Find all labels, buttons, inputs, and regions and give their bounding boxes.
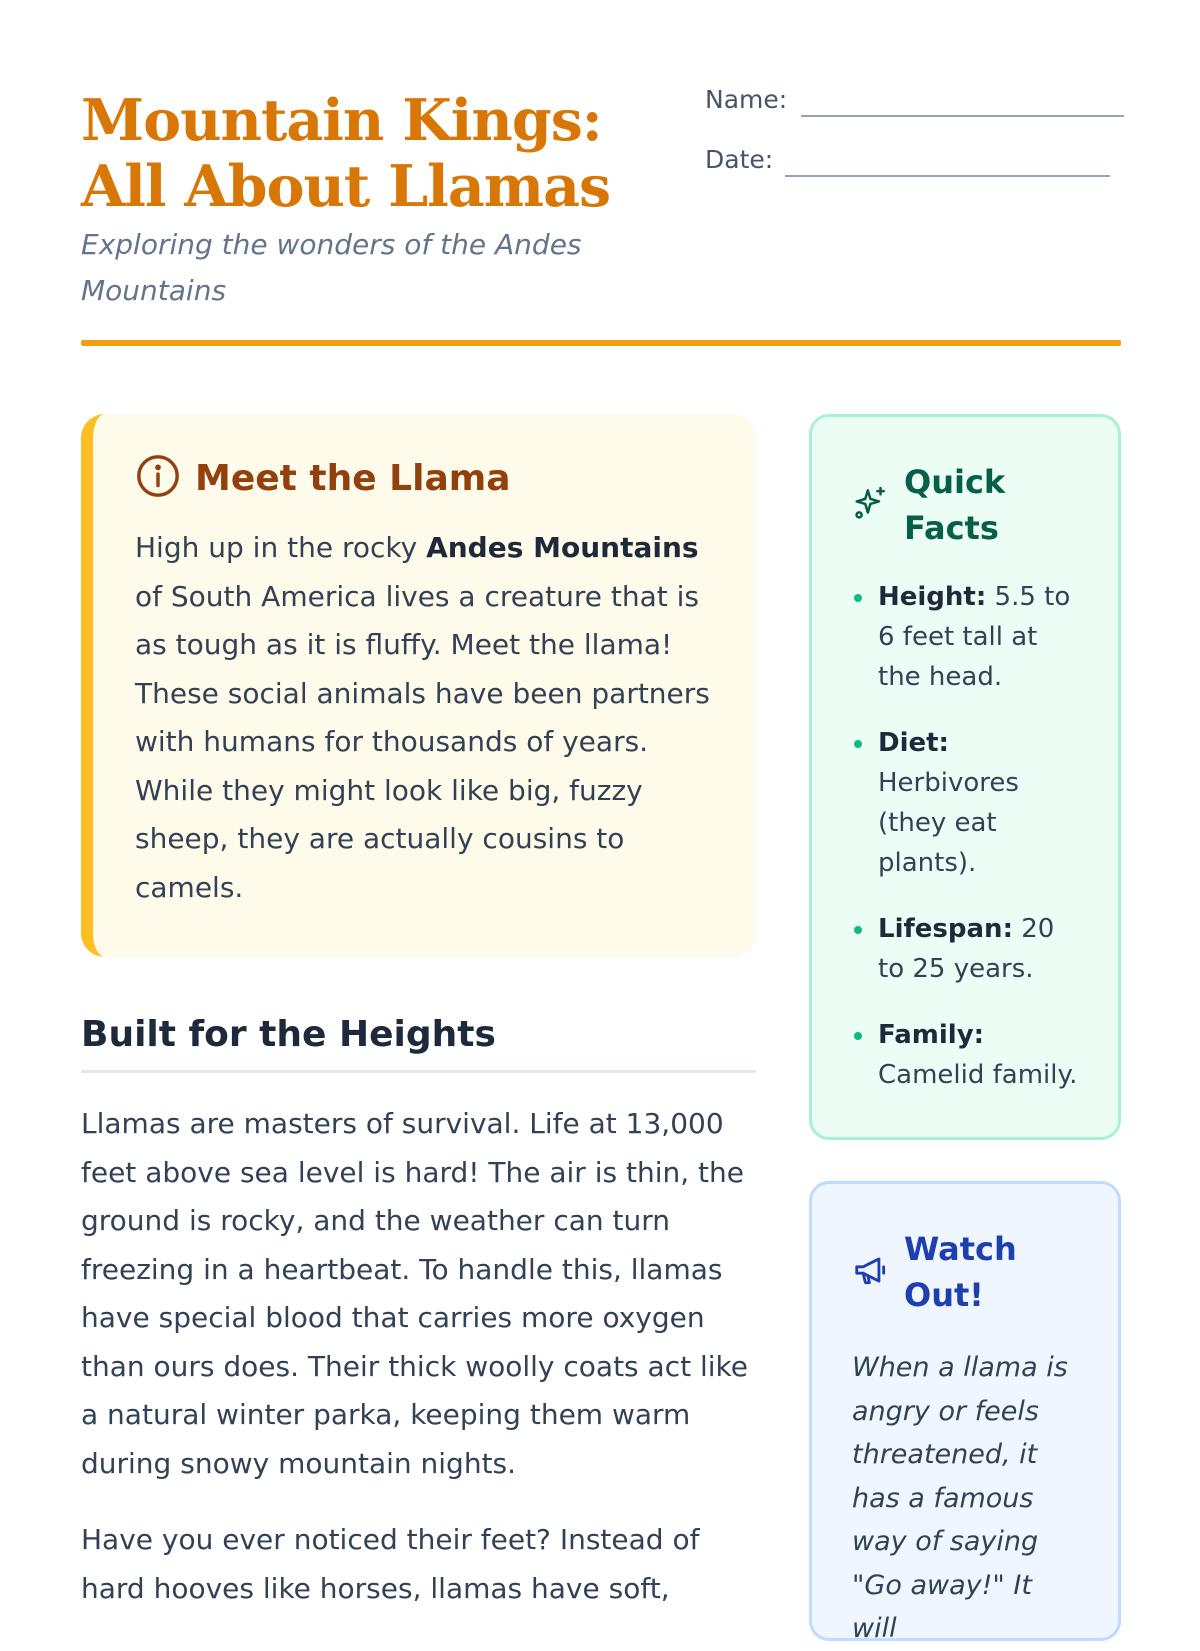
fact-label: Family: xyxy=(878,1020,985,1050)
section-paragraph-1: Llamas are masters of survival. Life at 13,000 feet above sea level is hard! The air is thin, the ground is rocky, and the weather can turn freezing in a heartbeat. To handle this, llamas have special blood that carries more oxygen than ours does. Their thick woolly coats act like a natural winter parka, keeping them warm during snowy mountain nights. xyxy=(81,1107,748,1480)
list-item xyxy=(852,1015,1078,1095)
sparkles-icon xyxy=(852,484,890,526)
fact-label: Height: xyxy=(878,582,987,612)
intro-text-end: of South America lives a creature that is as tough as it is fluffy. Meet the llama! These social animals have been partners with humans for thousands of years. While they might look like big, fuzzy sheep, they are actually cousins to camels. xyxy=(135,579,710,904)
date-blank-line[interactable] xyxy=(785,175,1110,177)
section-divider xyxy=(81,1070,756,1073)
section-paragraph-2: Have you ever noticed their feet? Instead of hard hooves like horses, llamas have soft, xyxy=(81,1523,700,1605)
worksheet-page xyxy=(81,0,1121,1644)
megaphone-icon xyxy=(852,1251,890,1293)
intro-card xyxy=(81,414,756,957)
fact-label: Lifespan: xyxy=(878,914,1013,944)
fact-text: 5.5 to 6 feet tall at the head. xyxy=(878,582,1071,692)
page-subtitle: Exploring the wonders of the Andes Mountains xyxy=(81,228,582,307)
intro-text-highlight: Andes Mountains xyxy=(426,531,699,564)
intro-text-start: High up in the rocky xyxy=(135,531,427,564)
worksheet-header xyxy=(81,80,1121,345)
quick-facts-list xyxy=(852,577,1078,1095)
fact-label: Diet: xyxy=(878,728,949,758)
watch-out-card xyxy=(809,1181,1121,1644)
date-label: Date: xyxy=(705,145,774,174)
quick-facts-title: Quick Facts xyxy=(904,463,1006,547)
watch-out-title: Watch Out! xyxy=(904,1230,1017,1314)
name-blank-line[interactable] xyxy=(801,115,1124,117)
info-icon xyxy=(135,453,181,503)
intro-text xyxy=(135,524,714,912)
fact-text: Camelid family. xyxy=(878,1060,1078,1090)
quick-facts-header xyxy=(852,459,1078,551)
list-item xyxy=(852,723,1078,883)
header-divider xyxy=(81,340,1121,346)
fact-text: Herbivores (they eat plants). xyxy=(878,768,1019,878)
watch-out-text: When a llama is angry or feels threatened, it has a famous way of saying "Go away!" It will xyxy=(852,1352,1068,1644)
student-fields xyxy=(705,82,1121,202)
fact-text: 20 to 25 years. xyxy=(878,914,1055,984)
section-title: Built for the Heights xyxy=(81,1014,496,1055)
list-item xyxy=(852,909,1078,989)
intro-card-title: Meet the Llama xyxy=(195,457,511,499)
intro-card-header xyxy=(135,454,714,502)
date-field[interactable] xyxy=(705,142,1121,202)
name-label: Name: xyxy=(705,85,788,114)
quick-facts-card xyxy=(809,414,1121,1140)
watch-out-header xyxy=(852,1226,1078,1318)
list-item xyxy=(852,577,1078,697)
page-title: Mountain Kings: All About Llamas xyxy=(81,87,611,220)
name-field[interactable] xyxy=(705,82,1121,142)
